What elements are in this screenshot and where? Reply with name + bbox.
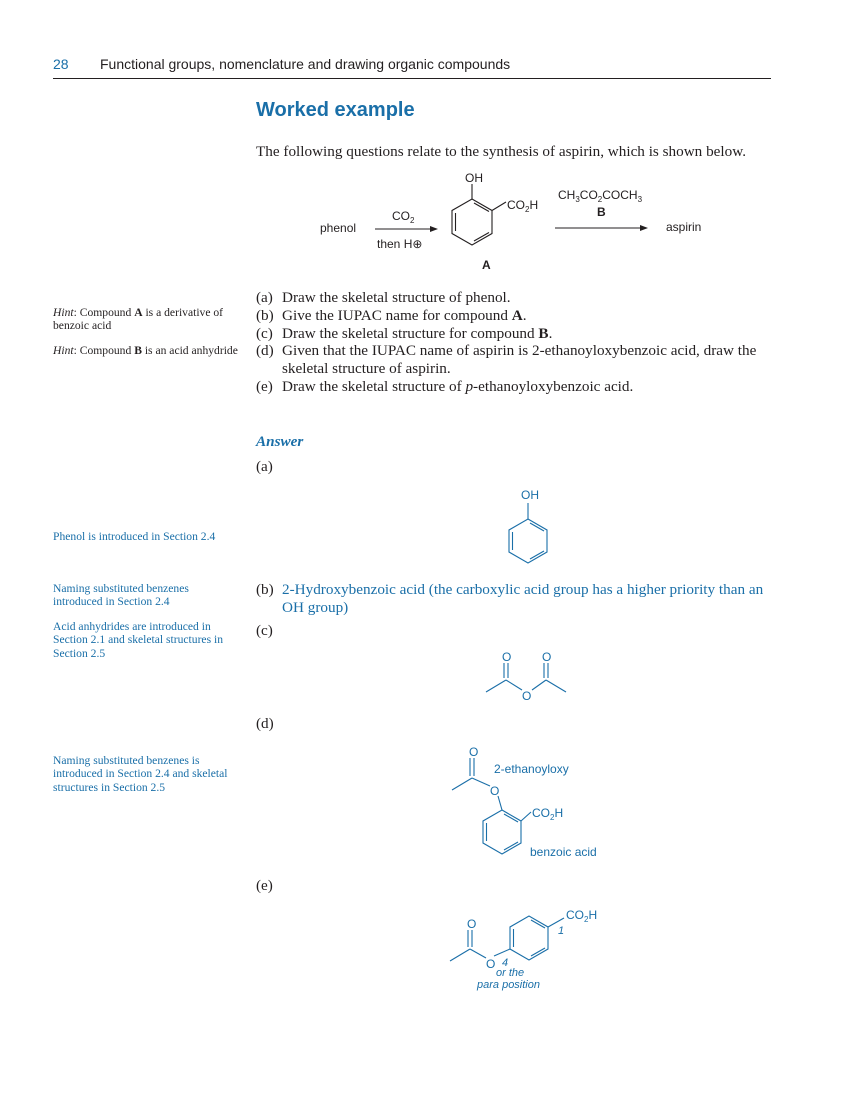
answer-e-label: (e) bbox=[256, 877, 273, 894]
phenol-structure bbox=[495, 485, 565, 571]
para-carbonyl-o: O bbox=[467, 917, 477, 931]
hint-a-text-before: : Compound bbox=[73, 306, 135, 319]
question-e bbox=[256, 378, 776, 396]
hint-a-prefix: Hint bbox=[53, 306, 74, 319]
answer-c-label: (c) bbox=[256, 622, 273, 639]
aspirin-ester-o: O bbox=[490, 784, 500, 798]
aspirin-ethanoyloxy-label: 2-ethanoyloxy bbox=[494, 762, 569, 776]
compound-a-oh: OH bbox=[465, 171, 483, 185]
hint-b-bold: B bbox=[134, 344, 142, 357]
question-text-after: -ethanoyloxybenzoic acid. bbox=[473, 377, 634, 395]
question-tail: . bbox=[522, 306, 527, 324]
question-d bbox=[256, 342, 776, 378]
hint-a-text-after: is a derivative of benzoic acid bbox=[53, 306, 224, 333]
arrow-1-head bbox=[430, 226, 438, 232]
anhydride-o-bridge: O bbox=[522, 689, 532, 703]
para-position-text: para position bbox=[477, 979, 540, 991]
para-ester-o: O bbox=[486, 957, 496, 971]
aspirin-product: aspirin bbox=[666, 220, 702, 234]
question-a bbox=[256, 289, 776, 307]
para-or-the: or the bbox=[496, 967, 525, 979]
reagent-b-formula: $CH_3CO_2COCH_3$ bbox=[558, 188, 643, 204]
question-text: Given that the IUPAC name of aspirin is 2-ethanoyloxybenzoic acid, draw the skeletal structure of aspirin. bbox=[282, 342, 757, 378]
note-phenol: Phenol is introduced in Section 2.4 bbox=[53, 530, 216, 543]
anhydride-o-right: O bbox=[542, 650, 552, 664]
compound-a-label: A bbox=[482, 258, 491, 272]
aspirin-structure bbox=[448, 744, 618, 868]
question-label: (c) bbox=[256, 324, 273, 342]
compound-b-label: B bbox=[597, 205, 606, 219]
answer-d-label: (d) bbox=[256, 715, 274, 732]
answer-b-text: 2-Hydroxybenzoic acid (the carboxylic acid group has a higher priority than an OH group) bbox=[282, 581, 764, 616]
para-co2h: $CO_2H$ bbox=[566, 908, 598, 924]
answer-b-label: (b) bbox=[256, 581, 274, 598]
synthesis-scheme bbox=[300, 168, 720, 276]
question-text: Draw the skeletal structure of phenol. bbox=[282, 289, 511, 306]
question-bold: A bbox=[511, 306, 523, 324]
hint-b-prefix: Hint bbox=[53, 344, 74, 357]
question-label: (a) bbox=[256, 289, 273, 306]
question-label: (d) bbox=[256, 342, 274, 360]
question-list bbox=[256, 289, 776, 396]
anhydride-o-left: O bbox=[502, 650, 512, 664]
note-naming: Naming substituted benzenes introduced in Section 2.4 bbox=[53, 582, 189, 609]
hint-a-bold: A bbox=[134, 306, 143, 319]
para-position-4: 4 bbox=[502, 957, 509, 969]
hint-b-text-before: : Compound bbox=[73, 344, 135, 357]
question-text: Give the IUPAC name for compound bbox=[282, 306, 512, 324]
question-tail: . bbox=[548, 324, 553, 342]
aspirin-benzoic-label: benzoic acid bbox=[530, 845, 597, 859]
question-text: Draw the skeletal structure for compound bbox=[282, 324, 539, 342]
header-rule bbox=[53, 78, 771, 79]
page-number: 28 bbox=[53, 56, 69, 72]
reagent-h-plus: then H⊕ bbox=[377, 237, 423, 251]
phenol-reactant: phenol bbox=[320, 221, 357, 235]
intro-text: The following questions relate to the synthesis of aspirin, which is shown below. bbox=[256, 143, 747, 160]
anhydride-structure bbox=[478, 648, 578, 708]
para-ethanoyloxybenzoic-structure bbox=[446, 904, 636, 996]
question-label: (e) bbox=[256, 377, 273, 395]
answer-b bbox=[256, 581, 776, 617]
answer-a-label: (a) bbox=[256, 458, 273, 475]
reagent-co2: $CO_2$ bbox=[392, 209, 415, 225]
question-b bbox=[256, 307, 776, 325]
compound-a-ring bbox=[452, 184, 506, 245]
arrow-2-head bbox=[640, 225, 648, 231]
question-text-before: Draw the skeletal structure of bbox=[282, 377, 466, 395]
question-bold: B bbox=[538, 324, 549, 342]
phenol-oh: OH bbox=[521, 488, 539, 502]
note-anhydrides: Acid anhydrides are introduced in Section 2.1 and skeletal structures in Section 2.5 bbox=[53, 620, 224, 660]
hint-b-text-after: is an acid anhydride bbox=[141, 344, 238, 357]
question-label: (b) bbox=[256, 306, 274, 324]
question-italic: p bbox=[465, 377, 474, 395]
worked-example-heading: Worked example bbox=[256, 99, 415, 121]
answer-heading: Answer bbox=[256, 433, 304, 450]
note-aspirin: Naming substituted benzenes is introduced in Section 2.4 and skeletal structures in Section 2.5 bbox=[53, 754, 228, 794]
aspirin-carbonyl-o: O bbox=[469, 745, 479, 759]
hint-a bbox=[53, 306, 238, 333]
aspirin-co2h: $CO_2H$ bbox=[532, 806, 564, 822]
question-c bbox=[256, 325, 776, 343]
compound-a-co2h: $CO_2H$ bbox=[507, 198, 539, 214]
para-position-1: 1 bbox=[558, 925, 565, 937]
hint-b bbox=[53, 344, 238, 357]
running-title: Functional groups, nomenclature and drawing organic compounds bbox=[100, 56, 511, 72]
